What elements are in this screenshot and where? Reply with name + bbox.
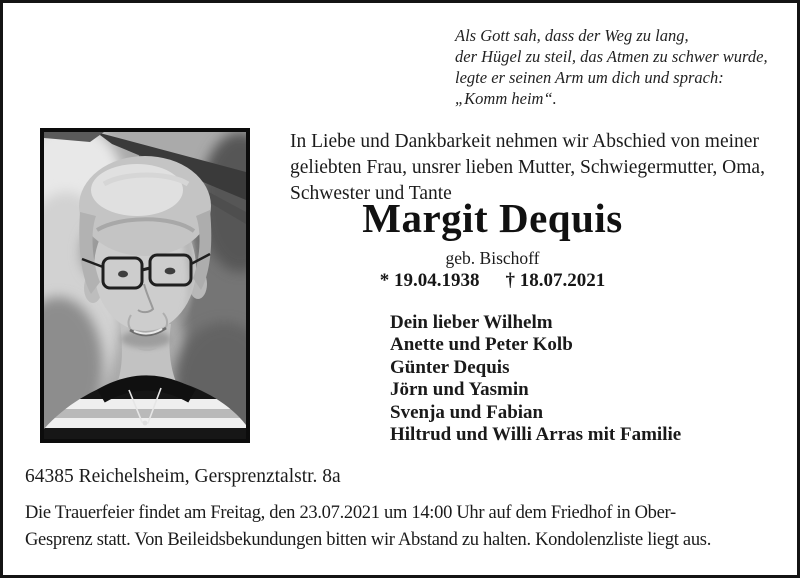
quote-verse — [455, 25, 768, 109]
birth-date: * 19.04.1938 — [379, 270, 480, 291]
quote-line: Als Gott sah, dass der Weg zu lang, — [455, 26, 689, 45]
quote-line: „Komm heim“. — [455, 89, 557, 108]
funeral-line: Gesprenz statt. Von Beileidsbekundungen bitten wir Abstand zu halten. Kondolenzliste liegt aus. — [25, 529, 712, 550]
intro-line: In Liebe und Dankbarkeit nehmen wir Abschied von meiner — [290, 131, 759, 152]
mourner-line: Anette und Peter Kolb — [390, 334, 573, 356]
mourners-list — [390, 312, 681, 446]
mourner-line: Svenja und Fabian — [390, 401, 544, 423]
address-line: 64385 Reichelsheim, Gersprenztalstr. 8a — [25, 466, 341, 487]
funeral-line: Die Trauerfeier findet am Freitag, den 23.07.2021 um 14:00 Uhr auf dem Friedhof in Ober- — [25, 503, 676, 523]
funeral-info — [25, 500, 711, 553]
portrait-photo — [40, 128, 250, 443]
mourner-line: Dein lieber Wilhelm — [390, 312, 553, 333]
mourner-line: Günter Dequis — [390, 356, 510, 378]
life-dates — [290, 269, 695, 293]
quote-line: legte er seinen Arm um dich und sprach: — [455, 68, 724, 87]
mourner-line: Jörn und Yasmin — [390, 379, 529, 401]
intro-line: Schwester und Tante — [290, 183, 452, 204]
quote-line: der Hügel zu steil, das Atmen zu schwer wurde, — [455, 47, 768, 66]
portrait-illustration — [44, 132, 246, 439]
death-date: † 18.07.2021 — [505, 270, 606, 291]
intro-line: geliebten Frau, unsrer lieben Mutter, Schwiegermutter, Oma, — [290, 157, 765, 178]
deceased-name: Margit Dequis — [362, 195, 623, 241]
maiden-name: geb. Bischoff — [445, 248, 540, 268]
mourner-line: Hiltrud und Willi Arras mit Familie — [390, 424, 682, 446]
